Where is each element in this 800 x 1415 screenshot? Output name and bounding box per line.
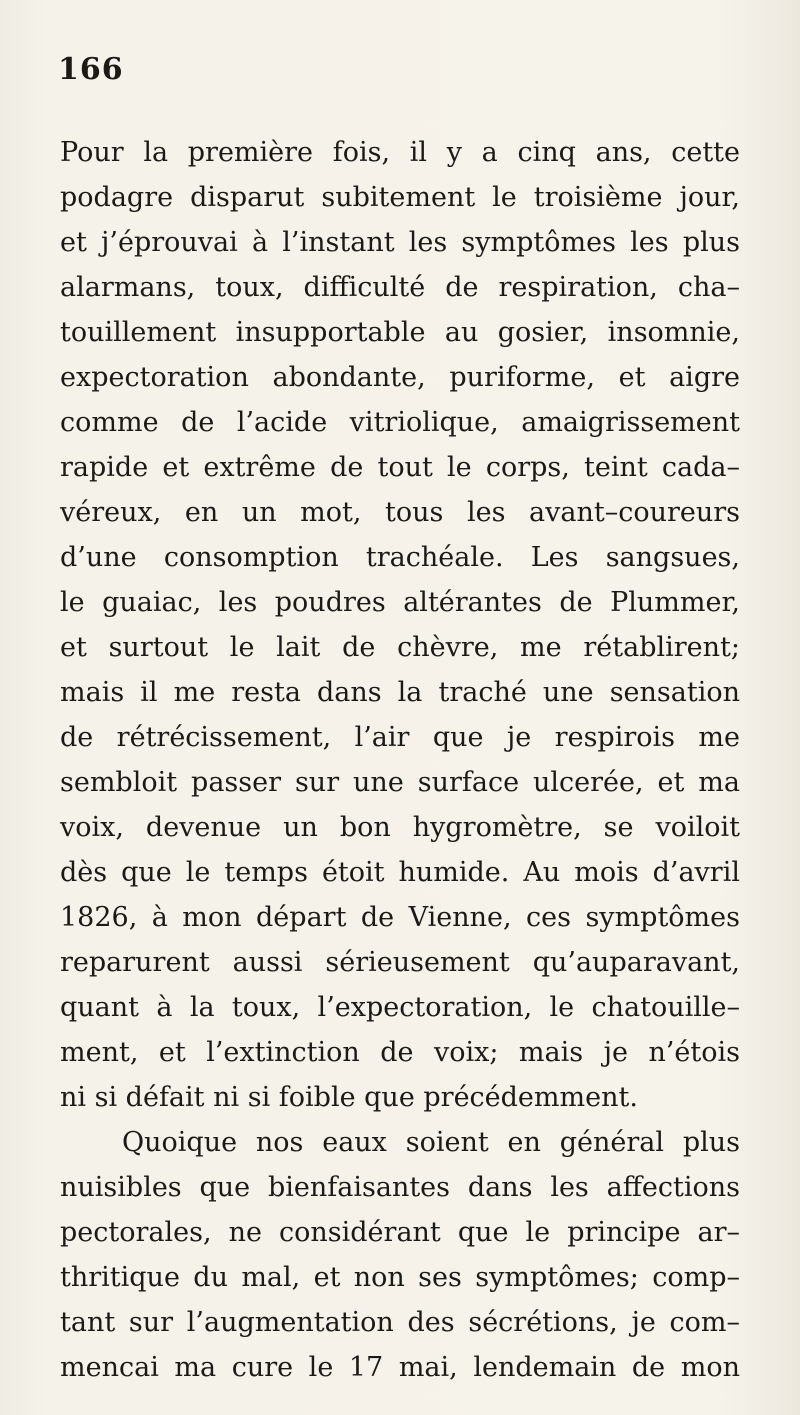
- text-line: tant sur l’augmentation des sécrétions, je com–: [60, 1307, 740, 1338]
- text-line: sembloit passer sur une surface ulcerée, et ma: [60, 767, 740, 798]
- text-line: d’une consomption trachéale. Les sangsues,: [60, 542, 740, 573]
- page-number: 166: [58, 52, 124, 87]
- text-line: comme de l’acide vitriolique, amaigrissement: [60, 407, 740, 438]
- text-line: rapide et extrême de tout le corps, teint cada–: [60, 452, 740, 483]
- text-line: et j’éprouvai à l’instant les symptômes les plus: [60, 227, 740, 258]
- text-line: alarmans, toux, difficulté de respiration, cha–: [60, 272, 740, 303]
- text-line: de rétrécissement, l’air que je respirois me: [60, 722, 740, 753]
- text-line: voix, devenue un bon hygromètre, se voiloit: [60, 812, 740, 843]
- text-line: mais il me resta dans la traché une sensation: [60, 677, 740, 708]
- text-line: mencai ma cure le 17 mai, lendemain de mon: [60, 1352, 740, 1383]
- text-line: quant à la toux, l’expectoration, le chatouille–: [60, 992, 740, 1023]
- text-line: podagre disparut subitement le troisième jour,: [60, 182, 740, 213]
- text-line: ment, et l’extinction de voix; mais je n’étois: [60, 1037, 740, 1068]
- text-line: pectorales, ne considérant que le principe ar–: [60, 1217, 740, 1248]
- text-line: ni si défait ni si foible que précédemment.: [60, 1082, 638, 1113]
- text-line: reparurent aussi sérieusement qu’auparavant,: [60, 947, 740, 978]
- text-line: touillement insupportable au gosier, insomnie,: [60, 317, 740, 348]
- text-line: Quoique nos eaux soient en général plus: [122, 1127, 740, 1158]
- text-line: Pour la première fois, il y a cinq ans, cette: [60, 137, 740, 168]
- text-line: et surtout le lait de chèvre, me rétablirent;: [60, 632, 740, 663]
- text-line: expectoration abondante, puriforme, et aigre: [60, 362, 740, 393]
- text-line: 1826, à mon départ de Vienne, ces symptômes: [60, 902, 740, 933]
- text-line: le guaiac, les poudres altérantes de Plummer,: [60, 587, 740, 618]
- text-line: dès que le temps étoit humide. Au mois d’avril: [60, 857, 740, 888]
- text-line: nuisibles que bienfaisantes dans les affections: [60, 1172, 740, 1203]
- text-line: véreux, en un mot, tous les avant–coureurs: [60, 497, 740, 528]
- text-line: thritique du mal, et non ses symptômes; comp–: [60, 1262, 740, 1293]
